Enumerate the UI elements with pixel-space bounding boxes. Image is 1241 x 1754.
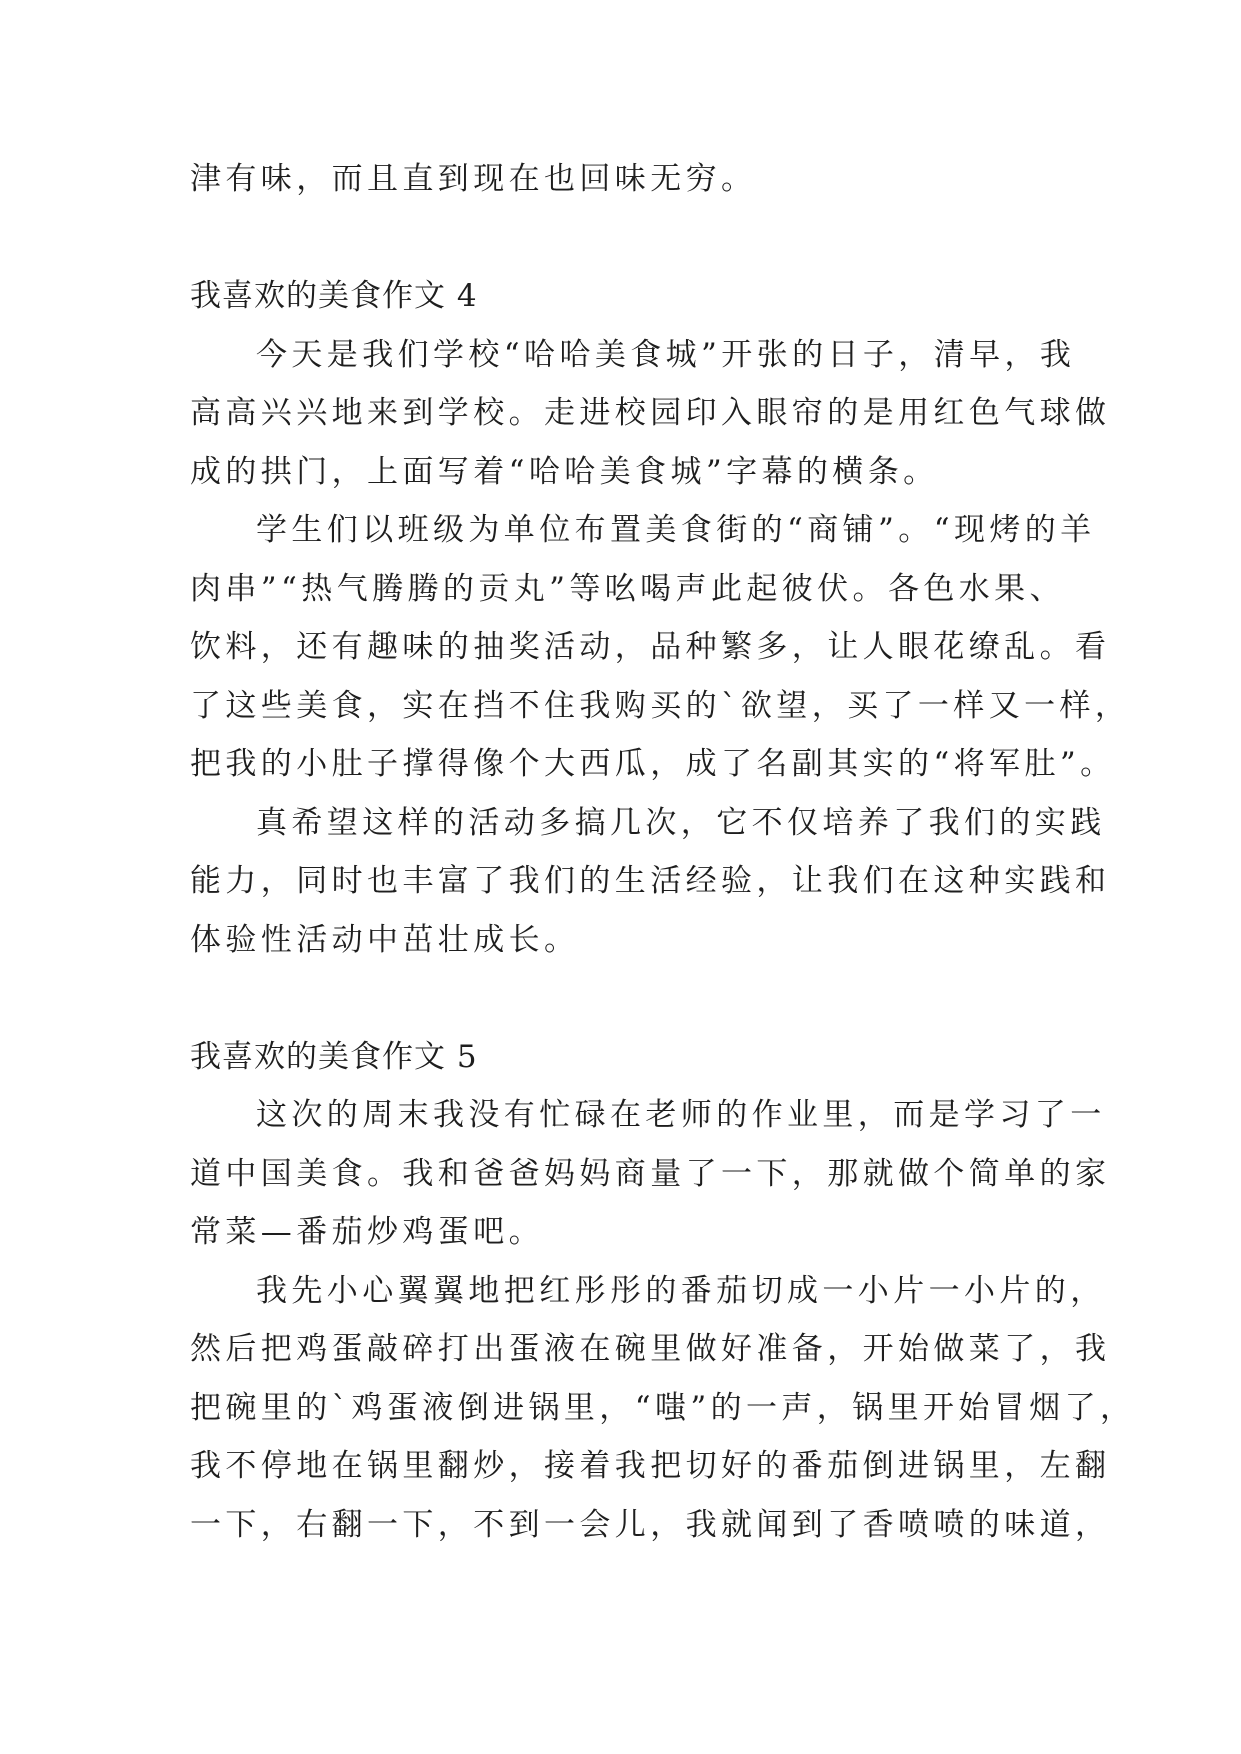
- paragraph-line: 道中国美食。我和爸爸妈妈商量了一下，那就做个简单的家: [190, 1155, 1111, 1192]
- paragraph-line: 肉串”“热气腾腾的贡丸”等吆喝声此起彼伏。各色水果、: [190, 570, 1065, 607]
- paragraph-line: 一下，右翻一下，不到一会儿，我就闻到了香喷喷的味道，: [190, 1506, 1111, 1543]
- document-body: [190, 150, 1136, 1554]
- paragraph-line: 了这些美食，实在挡不住我购买的`欲望，买了一样又一样，: [190, 687, 1131, 724]
- paragraph-line: 真希望这样的活动多搞几次，它不仅培养了我们的实践: [256, 804, 1106, 841]
- paragraph-line: 我先小心翼翼地把红彤彤的番茄切成一小片一小片的，: [256, 1272, 1106, 1309]
- paragraph-line: 这次的周末我没有忙碌在老师的作业里，而是学习了一: [256, 1097, 1106, 1133]
- paragraph-line: 学生们以班级为单位布置美食街的“商铺”。“现烤的羊: [256, 512, 1096, 548]
- paragraph-line: 高高兴兴地来到学校。走进校园印入眼帘的是用红色气球做: [190, 395, 1111, 431]
- paragraph-line: 体验性活动中茁壮成长。: [190, 921, 580, 958]
- section-gap: [190, 969, 1070, 1028]
- paragraph-line: 然后把鸡蛋敲碎打出蛋液在碗里做好准备，开始做菜了，我: [190, 1331, 1111, 1367]
- paragraph-line: 能力，同时也丰富了我们的生活经验，让我们在这种实践和: [190, 863, 1111, 899]
- paragraph-line: 我不停地在锅里翻炒，接着我把切好的番茄倒进锅里，左翻: [190, 1448, 1111, 1484]
- paragraph-line: 成的拱门，上面写着“哈哈美食城”字幕的横条。: [190, 453, 939, 490]
- section-heading: 我喜欢的美食作文 4: [190, 278, 478, 314]
- paragraph-line: 今天是我们学校“哈哈美食城”开张的日子，清早，我: [256, 336, 1076, 373]
- paragraph-line: 把我的小肚子撑得像个大西瓜，成了名副其实的“将军肚”。: [190, 746, 1116, 782]
- paragraph-line: 常菜—番茄炒鸡蛋吧。: [190, 1214, 544, 1250]
- section-gap: [190, 209, 1070, 268]
- section-heading: 我喜欢的美食作文 5: [190, 1038, 478, 1075]
- paragraph-line: 津有味，而且直到现在也回味无穷。: [190, 161, 757, 197]
- paragraph-line: 饮料，还有趣味的抽奖活动，品种繁多，让人眼花缭乱。看: [190, 629, 1111, 665]
- paragraph-line: 把碗里的`鸡蛋液倒进锅里，“嗤”的一声，锅里开始冒烟了，: [190, 1389, 1136, 1426]
